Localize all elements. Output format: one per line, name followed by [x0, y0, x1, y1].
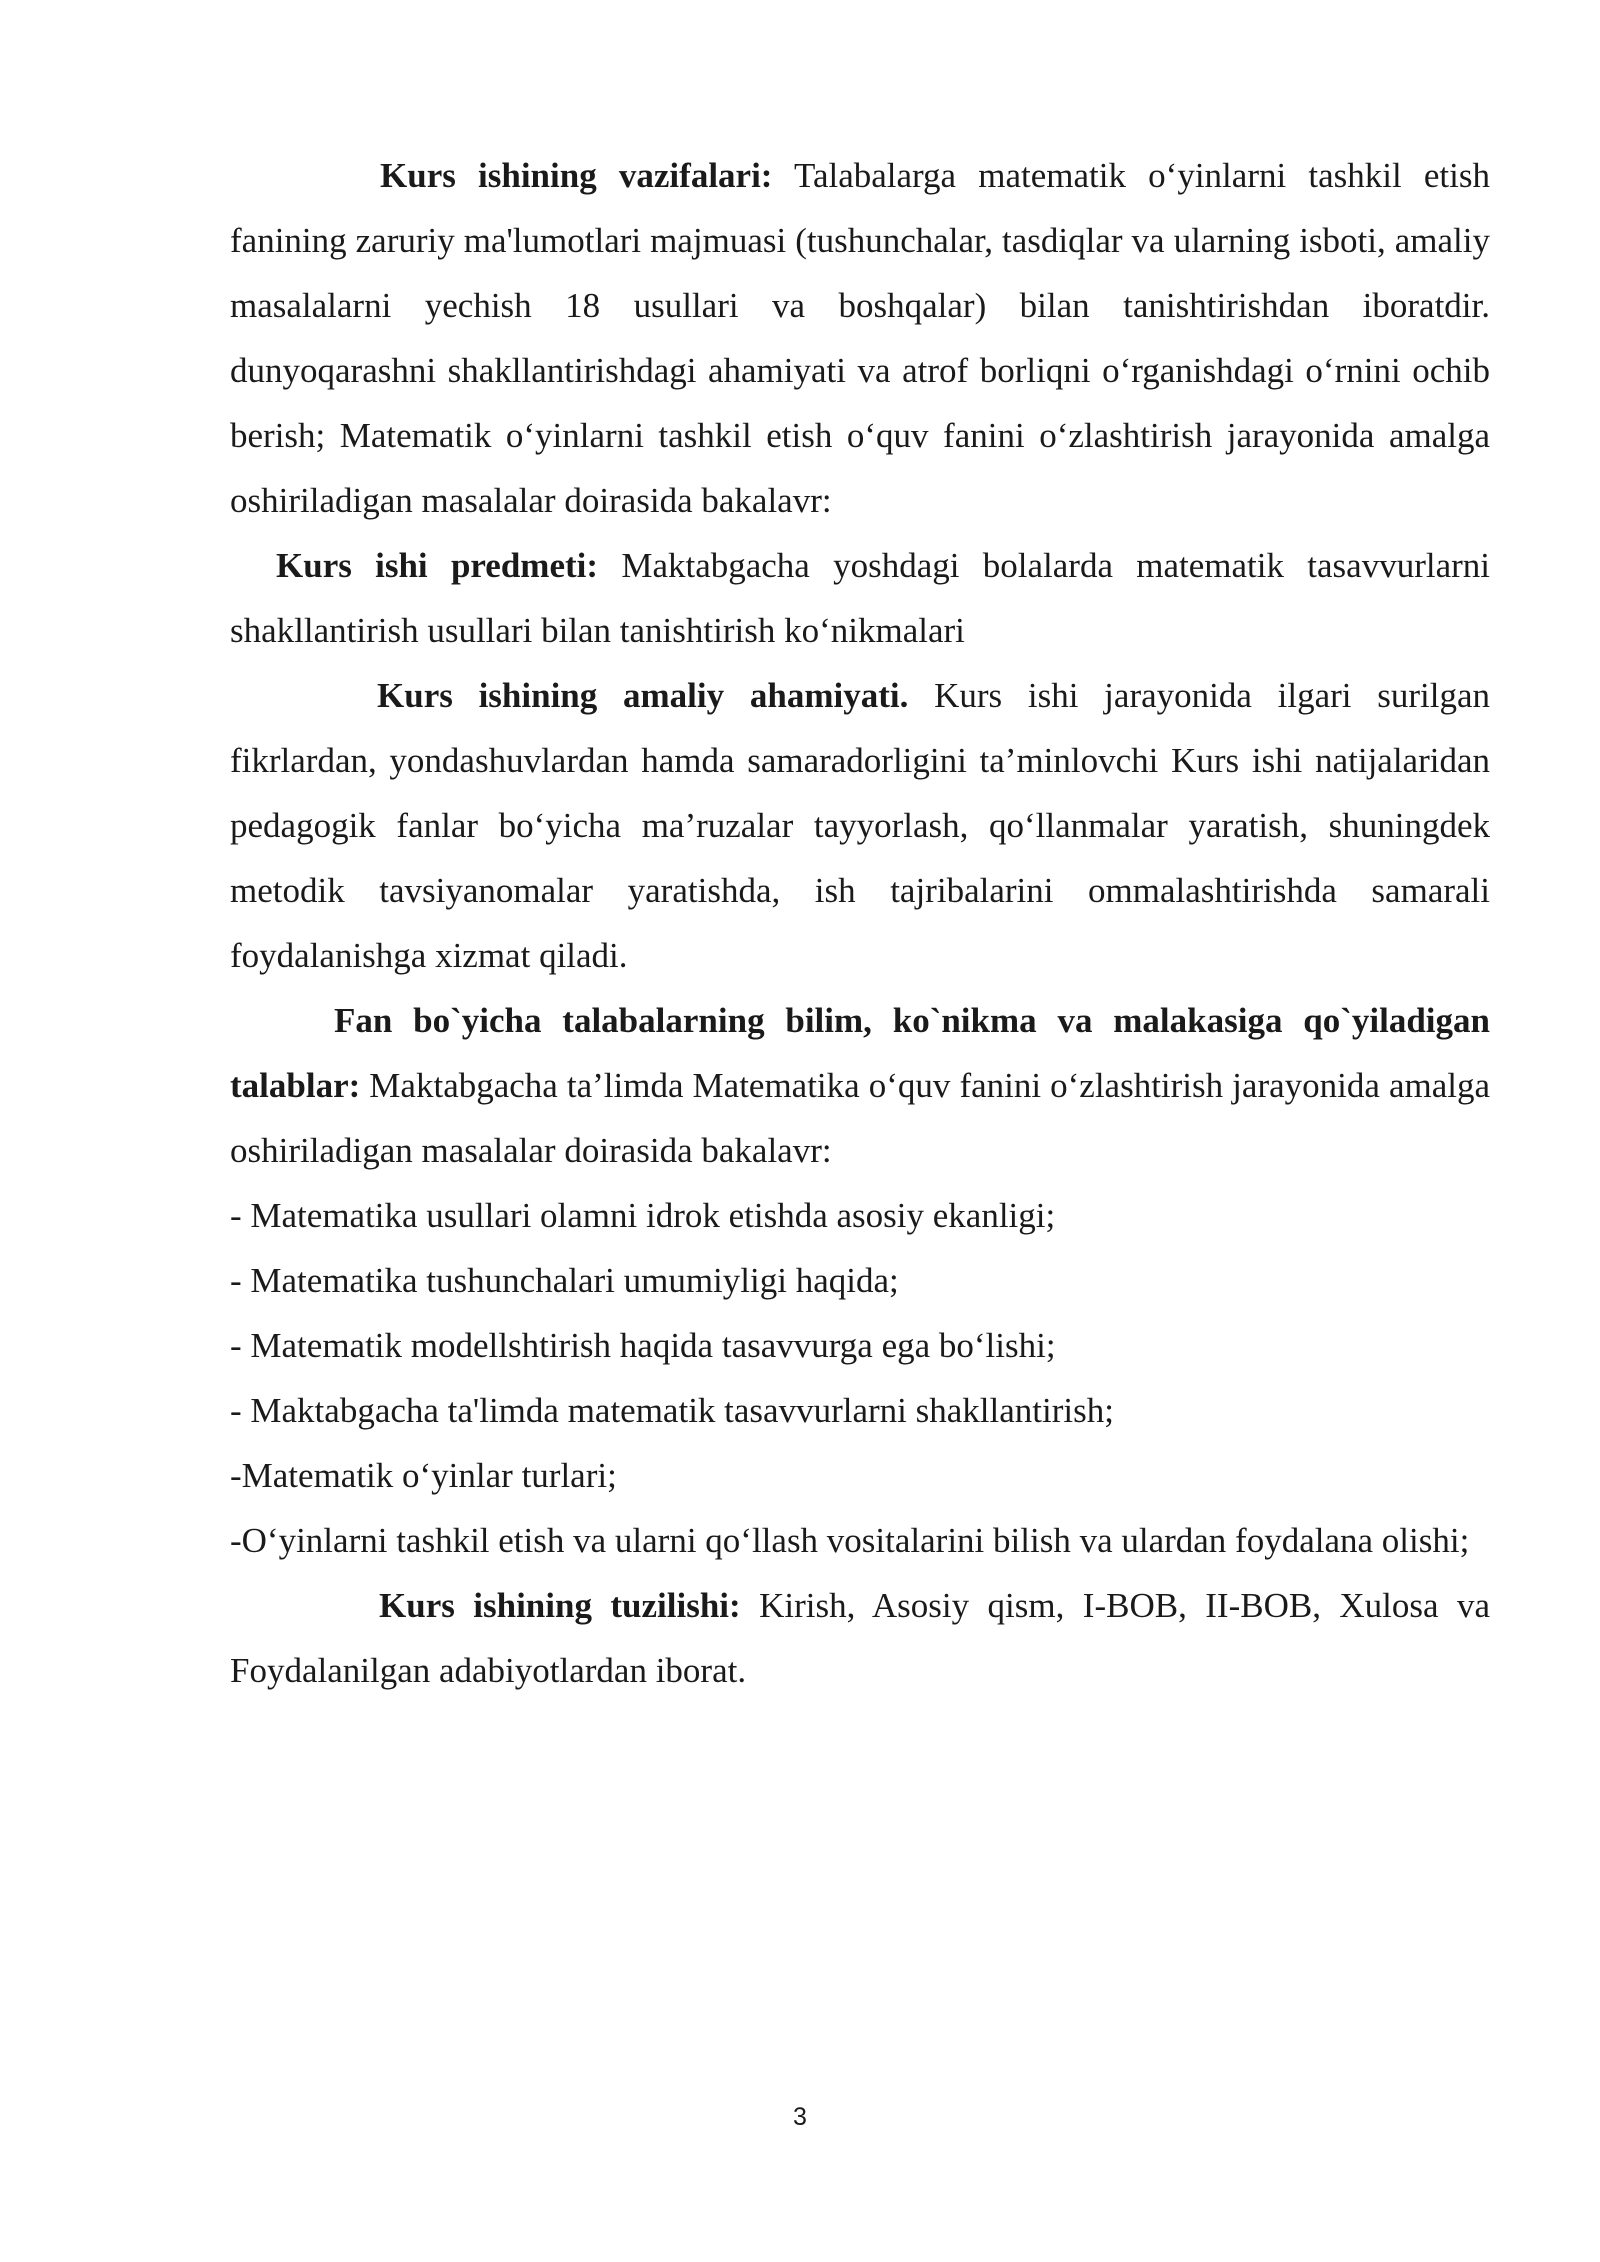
- paragraph-lead: Kurs ishining amaliy ahamiyati.: [377, 676, 909, 715]
- paragraph-text: Kirish, Asosiy qism, I-BOB, II-BOB, Xulosa va Foydalanilgan adabiyotlardan iborat.: [230, 1586, 1491, 1690]
- list-item: - Matematika tushunchalari umumiyligi haqida;: [230, 1261, 899, 1300]
- paragraph-lead: Kurs ishining vazifalari:: [380, 156, 773, 195]
- paragraph-amaliy-ahamiyati: [230, 663, 1490, 988]
- paragraph-tuzilishi: [230, 1573, 1490, 1703]
- page-number: 3: [793, 2103, 807, 2131]
- list-item: - Matematika usullari olamni idrok etishda asosiy ekanligi;: [230, 1196, 1056, 1235]
- list-item: -O‘yinlarni tashkil etish va ularni qo‘llash vositalarini bilish va ulardan foydalana olishi;: [230, 1521, 1470, 1560]
- paragraph-vazifalari: [230, 143, 1490, 533]
- list-item: -Matematik o‘yinlar turlari;: [230, 1456, 617, 1495]
- paragraph-lead: Kurs ishi predmeti:: [276, 546, 599, 585]
- paragraph-text: Kurs ishi jarayonida ilgari surilgan fikrlardan, yondashuvlardan hamda samaradorligini ta’minlovchi Kurs ishi natijalaridan pedagogik fanlar bo‘yicha ma’ruzalar tayyorlash, qo‘llanmalar yaratish, shuningdek metodik tavsiyanomalar yaratishda, ish tajribalarini ommalashtirishda samarali foydalanishga xizmat qiladi.: [230, 676, 1490, 975]
- paragraph-predmeti: [230, 533, 1490, 663]
- list-item: - Matematik modellshtirish haqida tasavvurga ega bo‘lishi;: [230, 1326, 1056, 1365]
- page-body: [230, 143, 1490, 1703]
- paragraph-lead: Fan bo`yicha talabalarning bilim, ko`nikma va malakasiga qo`yiladigan talablar:: [230, 1001, 1490, 1105]
- paragraph-text: Maktabgacha ta’limda Matematika o‘quv fanini o‘zlashtirish jarayonida amalga oshiriladigan masalalar doirasida bakalavr:: [230, 1066, 1490, 1170]
- paragraph-lead: Kurs ishining tuzilishi:: [379, 1586, 741, 1625]
- list-item: - Maktabgacha ta'limda matematik tasavvurlarni shakllantirish;: [230, 1391, 1114, 1430]
- paragraph-text: Talabalarga matematik o‘yinlarni tashkil etish fanining zaruriy ma'lumotlari majmuasi (tushunchalar, tasdiqlar va ularning isboti, amaliy masalalarni yechish 18 usullari va boshqalar) bilan tanishtirishdan iboratdir. dunyoqarashni shakllantirishdagi ahamiyati va atrof borliqni o‘rganishdagi o‘rnini ochib berish; Matematik o‘yinlarni tashkil etish o‘quv fanini o‘zlashtirish jarayonida amalga oshiriladigan masalalar doirasida bakalavr:: [230, 156, 1490, 520]
- paragraph-text: Maktabgacha yoshdagi bolalarda matematik tasavvurlarni shakllantirish usullari bilan tanishtirish ko‘nikmalari: [230, 546, 1490, 650]
- requirements-list: [230, 1183, 1490, 1573]
- paragraph-talablar: [230, 988, 1490, 1183]
